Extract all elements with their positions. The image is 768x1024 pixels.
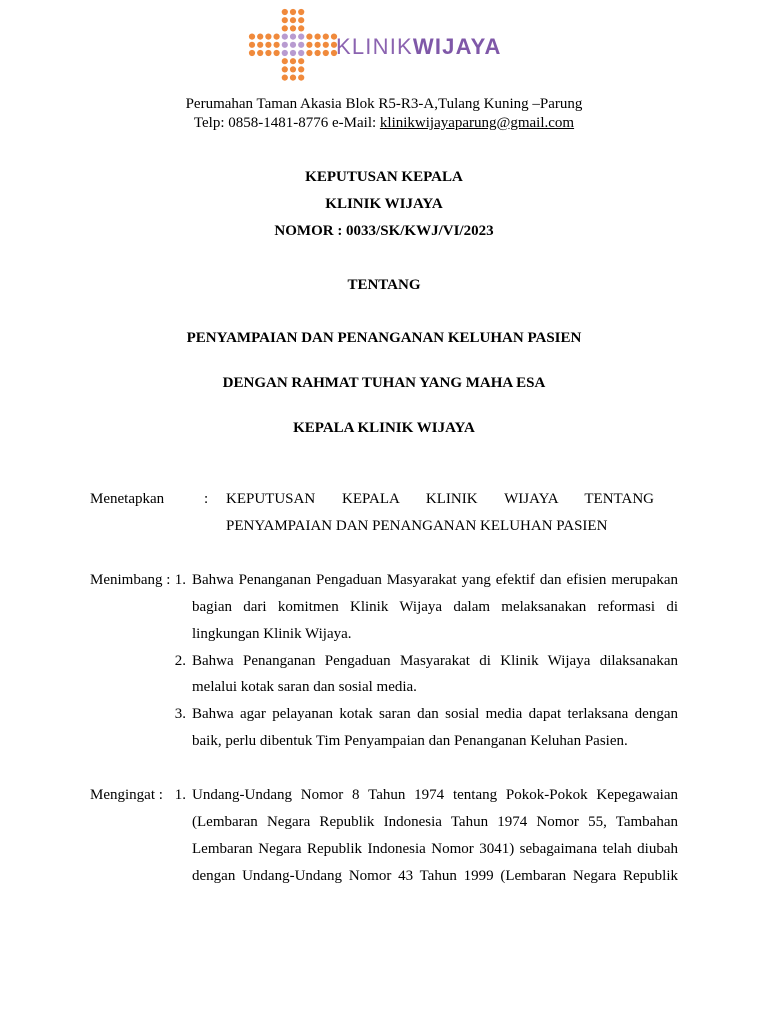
menetapkan-colon: :	[204, 491, 209, 507]
logo-dot	[298, 34, 304, 40]
logo-dot	[282, 34, 288, 40]
clinic-address: Perumahan Taman Akasia Blok R5-R3-A,Tulang Kuning –Parung	[185, 96, 583, 112]
logo-dot	[290, 66, 296, 72]
contact-phone: Telp: 0858-1481-8776 e-Mail:	[193, 115, 380, 131]
menimbang-item-3-line-2: baik, perlu dibentuk Tim Penyampaian dan Penanganan Keluhan Pasien.	[192, 733, 628, 749]
mengingat-label: Mengingat :	[90, 787, 163, 803]
kepala-heading: KEPALA KLINIK WIJAYA	[293, 420, 475, 436]
logo-dot	[257, 42, 263, 48]
menetapkan-label: Menetapkan	[90, 491, 165, 507]
logo-dot	[265, 50, 271, 56]
logo-dot	[298, 25, 304, 31]
logo-dot	[282, 75, 288, 81]
title-line-1: KEPUTUSAN KEPALA	[305, 169, 463, 185]
logo-dot	[265, 42, 271, 48]
logo-dot	[282, 9, 288, 15]
menimbang-item-1-line-3: lingkungan Klinik Wijaya.	[192, 626, 352, 642]
logo-dot	[323, 34, 329, 40]
menimbang-item-2-line-1: Bahwa Penanganan Pengaduan Masyarakat di Klinik Wijaya dilaksanakan	[192, 653, 678, 669]
logo-dot	[323, 42, 329, 48]
logo-dot	[298, 42, 304, 48]
logo-dot	[274, 42, 280, 48]
menimbang-item-3-number: 3.	[174, 706, 186, 722]
menimbang-item-1-line-1: Bahwa Penanganan Pengaduan Masyarakat yang efektif dan efisien merupakan	[192, 572, 678, 588]
logo-dot	[282, 42, 288, 48]
logo-dot	[282, 50, 288, 56]
logo-dot	[257, 34, 263, 40]
logo-dot	[249, 34, 255, 40]
logo-dot	[298, 9, 304, 15]
menimbang-item-1-number: 1.	[174, 572, 186, 588]
logo-dot	[306, 34, 312, 40]
logo-dot	[323, 50, 329, 56]
logo-dot	[290, 50, 296, 56]
mengingat-item-1-line-2: (Lembaran Negara Republik Indonesia Tahun 1974 Nomor 55, Tambahan	[192, 814, 678, 830]
menimbang-item-3-line-1: Bahwa agar pelayanan kotak saran dan sosial media dapat terlaksana dengan	[192, 706, 678, 722]
logo-dot	[306, 50, 312, 56]
logo-word-klinik: KLINIK	[336, 34, 413, 59]
logo-dot	[290, 75, 296, 81]
logo-dot	[282, 17, 288, 23]
logo-dot	[298, 50, 304, 56]
decree-subject: PENYAMPAIAN DAN PENANGANAN KELUHAN PASIEN	[186, 330, 582, 346]
logo-dot	[315, 50, 321, 56]
logo-dot	[298, 17, 304, 23]
menimbang-item-1-line-2: bagian dari komitmen Klinik Wijaya dalam melaksanakan reformasi di	[192, 599, 678, 615]
menimbang-item-2-line-2: melalui kotak saran dan sosial media.	[192, 679, 417, 695]
logo-dot	[282, 25, 288, 31]
logo-dot	[290, 42, 296, 48]
logo-dot	[298, 75, 304, 81]
logo-dot	[298, 66, 304, 72]
mengingat-item-1-line-1: Undang-Undang Nomor 8 Tahun 1974 tentang Pokok-Pokok Kepegawaian	[192, 787, 678, 803]
contact-email-link[interactable]: klinikwijayaparung@gmail.com	[379, 115, 575, 131]
logo-dot	[315, 34, 321, 40]
logo-dot	[290, 9, 296, 15]
logo-dot	[290, 58, 296, 64]
menetapkan-line-1: KEPUTUSAN KEPALA KLINIK WIJAYA TENTANG	[226, 491, 654, 507]
title-line-2: KLINIK WIJAYA	[325, 196, 443, 212]
decree-number: NOMOR : 0033/SK/KWJ/VI/2023	[274, 223, 494, 239]
logo-dot	[306, 42, 312, 48]
logo-dot	[282, 58, 288, 64]
logo-word-wijaya: WIJAYA	[412, 34, 502, 59]
menimbang-item-2-number: 2.	[174, 653, 186, 669]
menimbang-label: Menimbang :	[90, 572, 171, 588]
mengingat-item-1-number: 1.	[174, 787, 186, 803]
mengingat-item-1-line-3: Lembaran Negara Republik Indonesia Nomor 3041) sebagaimana telah diubah	[192, 841, 678, 857]
menetapkan-line-2: PENYAMPAIAN DAN PENANGANAN KELUHAN PASIEN	[226, 518, 608, 534]
logo-dot	[265, 34, 271, 40]
logo-dot	[282, 66, 288, 72]
logo-dot	[298, 58, 304, 64]
logo-dot	[274, 50, 280, 56]
clinic-contact	[0, 115, 768, 132]
clinic-logo	[246, 8, 536, 88]
title-tentang: TENTANG	[347, 277, 421, 293]
logo-wordmark	[336, 34, 502, 60]
logo-dot	[290, 17, 296, 23]
logo-dot	[290, 34, 296, 40]
mengingat-item-1-line-4: dengan Undang-Undang Nomor 43 Tahun 1999 (Lembaran Negara Republik	[192, 868, 678, 884]
logo-dot	[290, 25, 296, 31]
logo-dot	[274, 34, 280, 40]
logo-dot	[315, 42, 321, 48]
rahmat-heading: DENGAN RAHMAT TUHAN YANG MAHA ESA	[222, 375, 546, 391]
logo-dot	[249, 50, 255, 56]
logo-dot	[249, 42, 255, 48]
logo-dot	[257, 50, 263, 56]
